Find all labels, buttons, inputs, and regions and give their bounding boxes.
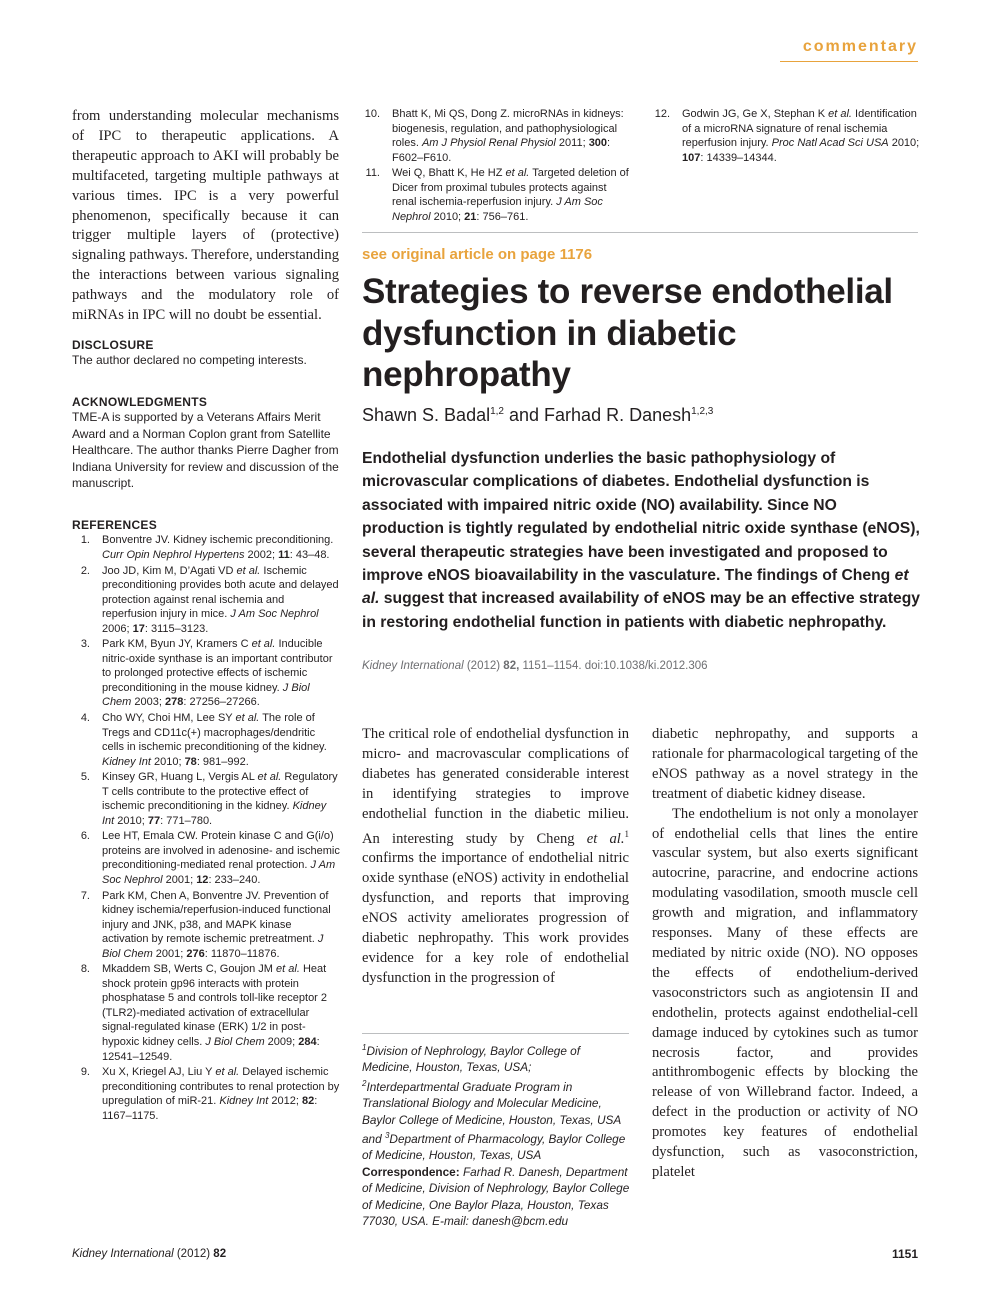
reference-item	[72, 770, 340, 828]
footer-journal	[72, 1248, 226, 1260]
abstract-etal: et al.	[362, 567, 909, 608]
reference-title: Targeted deletion of Dicer from proximal tubules protects against renal ischemia-reperfusion injury.	[392, 167, 629, 209]
author-name: Farhad R. Danesh	[544, 405, 692, 425]
footer-volume: 82	[213, 1248, 227, 1260]
reference-year: 2003;	[131, 696, 165, 709]
disclosure-text: The author declared no competing interests.	[72, 352, 307, 367]
reference-authors: Lee HT, Emala CW. Protein kinase C and G(i/o) proteins are involved in adenosine- and ischemic preconditioning-mediated renal protection.	[102, 830, 340, 872]
reference-volume: 11	[278, 548, 290, 561]
reference-title: The role of Tregs and CD11c(+) macrophages/dendritic cells in ischemic preconditioning of the kidney.	[102, 711, 327, 754]
reference-year: 2011;	[555, 137, 589, 150]
reference-authors: Godwin JG, Ge X, Stephan K	[682, 108, 829, 120]
reference-item	[72, 962, 340, 1064]
reference-etal: et al.	[251, 638, 276, 651]
affil-text: Division of Nephrology, Baylor College of Medicine, Houston, Texas, USA;	[362, 1044, 580, 1075]
abstract	[362, 447, 920, 634]
reference-authors: Mkaddem SB, Werts C, Goujon JM	[102, 963, 277, 976]
author-name: Shawn S. Badal	[362, 405, 491, 425]
reference-authors: Xu X, Kriegel AJ, Liu Y	[102, 1066, 216, 1079]
title-line: dysfunction in diabetic	[362, 313, 737, 353]
author-affil-sup: 1,2	[490, 406, 504, 417]
reference-authors: Bhatt K, Mi QS, Dong Z. microRNAs in kidneys: biogenesis, regulation, and pathophysiological roles.	[392, 108, 624, 150]
see-original-link[interactable]: see original article on page 1176	[362, 246, 593, 263]
affiliation-rule	[362, 1033, 629, 1034]
correspondence-text: Farhad R. Danesh, Department of Medicine, Division of Nephrology, Baylor College of Medicine, One Baylor Plaza, Houston, Texas 77030, USA. E-mail: danesh@bcm.edu	[362, 1164, 630, 1229]
reference-authors: Kinsey GR, Huang L, Vergis AL	[102, 771, 258, 784]
article-top-rule	[362, 232, 918, 233]
reference-number: 4.	[80, 711, 90, 724]
reference-pages: : 756–761.	[476, 210, 529, 223]
reference-volume: 78	[184, 755, 197, 768]
article-title	[362, 271, 942, 396]
acknowledgments-text: TME-A is supported by a Veterans Affairs Merit Award and a Norman Coplon grant from Satellite Healthcare. The author thanks Pierre Dagher from Indiana University for review and discussion of the manuscript.	[72, 410, 339, 490]
reference-volume: 276	[186, 947, 205, 960]
disclosure-heading: DISCLOSURE	[72, 337, 154, 352]
reference-pages: : 771–780.	[160, 814, 213, 827]
reference-number: 9.	[80, 1066, 90, 1079]
reference-item	[362, 107, 632, 165]
reference-etal: et al.	[235, 711, 260, 724]
reference-pages: : 233–240.	[208, 873, 261, 886]
reference-volume: 17	[132, 622, 145, 635]
reference-pages: : 12541–12549.	[102, 1036, 320, 1063]
reference-volume: 278	[164, 696, 184, 709]
reference-title: Regulatory T cells contribute to the protective effect of ischemic preconditioning in the kidney.	[102, 771, 338, 813]
reference-journal: Curr Opin Nephrol Hypertens	[102, 548, 245, 561]
reference-authors: Park KM, Chen A, Bonventre JV. Prevention of kidney ischemia/reperfusion-induced functional injury and JNK, p38, and MAPK kinase activation by remote ischemic pretreatment.	[102, 889, 331, 946]
reference-volume: 82	[301, 1095, 315, 1108]
body-etal: et al.	[586, 830, 625, 847]
reference-item	[72, 829, 340, 887]
reference-journal: Am J Physiol Renal Physiol	[421, 137, 556, 150]
body-paragraph-1-cont: diabetic nephropathy, and supports a rationale for pharmacological targeting of the eNOS pathway as a novel strategy in the treatment of diabetic kidney disease.	[652, 726, 918, 802]
reference-journal: Kidney Int	[102, 755, 151, 768]
reference-pages: : 3115–3123.	[144, 622, 209, 635]
reference-title: Heat shock protein gp96 interacts with protein phosphatase 5 and controls toll-like receptor 2 (TLR2)-mediated activation of extracellular signal-regulated kinase (ERK) 1/2 in post-hypoxic kidney cells.	[102, 963, 328, 1048]
reference-volume: 107	[682, 151, 701, 164]
reference-year: 2010;	[114, 814, 148, 827]
reference-year: 2006;	[102, 622, 133, 635]
author-line	[362, 405, 713, 426]
reference-number: 6.	[80, 830, 90, 843]
reference-pages: : 14339–14344.	[700, 151, 777, 164]
footer-journal-name: Kidney International	[72, 1248, 174, 1260]
affil-text: Interdepartmental Graduate Program in Translational Biology and Molecular Medicine, Baylor College of Medicine, Houston, Texas, USA and	[362, 1079, 621, 1147]
reference-year: 2001;	[162, 873, 197, 886]
reference-journal: J Am Soc Nephrol	[392, 196, 603, 223]
reference-pages: : 981–992.	[196, 755, 249, 768]
right-body-column	[652, 725, 918, 1183]
citation-volume: 82,	[503, 660, 520, 672]
body-text: confirms the importance of endothelial nitric oxide synthase (eNOS) activity in endothelial dysfunction, and reports that improving eNOS activity ameliorates progression of diabetic nephropathy. This work provides evidence for a key role of endothelial dysfunction in the progression of	[362, 850, 629, 986]
body-ref-sup: 1	[624, 828, 629, 839]
reference-journal: Proc Natl Acad Sci USA	[771, 137, 889, 150]
reference-number: 10.	[364, 108, 380, 120]
body-paragraph-2: The endothelium is not only a monolayer of endothelial cells that lines the entire vascular system, but also exerts significant autocrine, paracrine, and endocrine actions modulating vasodilation, smooth muscle cell growth and migration, and inflammatory responses. Many of these effects are mediated by nitric oxide (NO). NO opposes the effects of endothelium-derived vasoconstrictors such as angiotensin II and endothelin, protects against endothelial-cell damage induced by cytokines such as tumor necrosis factor, and provides antithrombogenic effects by blocking the release of von Willebrand factor. Indeed, a defect in the production or activity of NO promotes key features of endothelial dysfunction, such as vasoconstriction, platelet	[652, 805, 918, 1180]
reference-authors: Bonventre JV. Kidney ischemic preconditioning.	[102, 534, 334, 547]
reference-journal: Kidney Int	[219, 1095, 269, 1108]
author-and: and	[504, 405, 545, 425]
reference-journal: J Biol Chem	[102, 933, 324, 960]
reference-pages: : 1167–1175.	[102, 1095, 318, 1122]
reference-item	[72, 1065, 340, 1123]
section-tag: commentary	[802, 38, 918, 55]
abstract-text: suggest that increased availability of eNOS may be an effective strategy in restoring endothelial function in patients with diabetic nephropathy.	[362, 590, 920, 631]
reference-pages: : 27256–27266.	[183, 696, 260, 709]
body-paragraph-1	[362, 725, 629, 989]
author-affil-sup: 1,2,3	[691, 406, 714, 417]
reference-pages: : 43–48.	[289, 548, 330, 561]
reference-title: Inducible nitric-oxide synthase is an important contributor to prolonged protective effects of ischemic preconditioning in the mouse kidney.	[102, 638, 333, 694]
reference-number: 3.	[80, 638, 90, 651]
reference-volume: 77	[147, 814, 161, 827]
reference-item	[72, 711, 340, 769]
reference-year: 2012;	[268, 1095, 302, 1108]
correspondence-label: Correspondence:	[362, 1164, 460, 1179]
reference-authors: Joo JD, Kim M, D’Agati VD	[102, 564, 237, 577]
reference-pages: : 11870–11876.	[204, 947, 280, 960]
reference-year: 2010;	[430, 210, 465, 223]
affil-sup: 1	[362, 1043, 367, 1052]
reference-title: Delayed ischemic preconditioning contributes to renal protection by upregulation of miR-21.	[102, 1066, 340, 1108]
affil-sup: 2	[362, 1078, 367, 1088]
citation-doi: 1151–1154. doi:10.1038/ki.2012.306	[519, 660, 708, 672]
reference-item	[652, 107, 920, 165]
reference-year: 2010;	[150, 755, 185, 768]
reference-number: 7.	[80, 889, 90, 902]
citation-journal: Kidney International	[362, 660, 464, 672]
reference-number: 8.	[80, 963, 90, 976]
reference-authors: Cho WY, Choi HM, Lee SY	[102, 711, 236, 724]
reference-volume: 12	[196, 873, 209, 886]
reference-number: 12.	[654, 108, 670, 120]
reference-year: 2002;	[244, 548, 279, 561]
reference-item	[72, 533, 340, 562]
reference-volume: 284	[298, 1036, 317, 1048]
reference-year: 2001;	[152, 947, 187, 960]
reference-item	[72, 637, 340, 710]
reference-number: 1.	[80, 534, 90, 547]
section-tag-rule	[780, 61, 918, 62]
reference-list-continued	[362, 107, 632, 224]
reference-volume: 21	[464, 210, 477, 223]
page-number: 1151	[891, 1247, 918, 1261]
reference-item	[72, 564, 340, 637]
reference-etal: et al.	[257, 771, 282, 784]
body-text: The critical role of endothelial dysfunction in micro- and macrovascular complications of diabetes has generated considerable interest in identifying strategies to improve endothelial function in the diabetic milieu. An interesting study by Cheng	[362, 726, 629, 847]
reference-year: 2010;	[888, 137, 920, 150]
title-line: Strategies to reverse endothelial	[362, 272, 893, 311]
reference-item	[72, 889, 340, 962]
continued-paragraph: from understanding molecular mechanisms of IPC to therapeutic applications. A therapeutic approach to AKI will probably be multifaceted, targeting multiple pathways at various times. IPC is a very powerful phenomenon, specifically because it can trigger multiple layers of (protective) signaling pathways. Therefore, understanding the interactions between various signaling pathways and the modulatory role of miRNAs in IPC will no doubt be essential.	[72, 108, 339, 324]
affil-text: Department of Pharmacology, Baylor College of Medicine, Houston, Texas, USA	[362, 1132, 626, 1163]
reference-list	[72, 533, 340, 1123]
affiliations	[362, 1040, 630, 1229]
reference-number: 5.	[80, 771, 90, 784]
reference-year: 2009;	[264, 1036, 299, 1048]
acknowledgments-heading: ACKNOWLEDGMENTS	[72, 395, 208, 410]
reference-journal: J Biol Chem	[102, 681, 310, 709]
article-citation	[362, 660, 708, 672]
reference-number: 11.	[365, 167, 380, 180]
reference-number: 2.	[80, 564, 90, 577]
reference-etal: et al.	[215, 1066, 240, 1079]
affil-sup: 3	[384, 1131, 390, 1141]
left-column	[72, 107, 339, 1123]
references-heading: REFERENCES	[72, 518, 158, 533]
reference-journal: J Biol Chem	[205, 1036, 265, 1048]
reference-volume: 300	[588, 137, 608, 150]
reference-authors: Park KM, Byun JY, Kramers C	[102, 638, 252, 651]
reference-journal: J Am Soc Nephrol	[102, 859, 336, 886]
reference-item	[362, 166, 632, 224]
reference-title: Identification of a microRNA signature of renal ischemia reperfusion injury.	[682, 108, 917, 150]
footer-year: (2012)	[173, 1248, 214, 1260]
abstract-text: Endothelial dysfunction underlies the basic pathophysiology of microvascular complications of diabetes. Endothelial dysfunction is associated with impaired nitric oxide (NO) availability. Since NO production is tightly regulated by endothelial nitric oxide synthase (eNOS), several therapeutic strategies have been investigated and proposed to improve eNOS bioavailability in the vasculature. The findings of Cheng	[362, 450, 920, 585]
reference-etal: et al.	[236, 564, 261, 577]
reference-journal: J Am Soc Nephrol	[230, 608, 319, 621]
reference-etal: et al.	[828, 108, 852, 120]
reference-journal: Kidney Int	[102, 800, 327, 827]
reference-list-continued-2	[652, 107, 920, 165]
reference-authors: Wei Q, Bhatt K, He HZ	[392, 167, 506, 180]
reference-pages: : F602–F610.	[392, 137, 611, 164]
reference-title: Ischemic preconditioning provides both acute and delayed protection against renal ischemia and reperfusion injury in mice.	[102, 564, 339, 621]
reference-etal: et al.	[276, 963, 300, 976]
citation-year: (2012)	[463, 660, 504, 672]
title-line: nephropathy	[362, 355, 571, 394]
reference-etal: et al.	[505, 167, 530, 180]
